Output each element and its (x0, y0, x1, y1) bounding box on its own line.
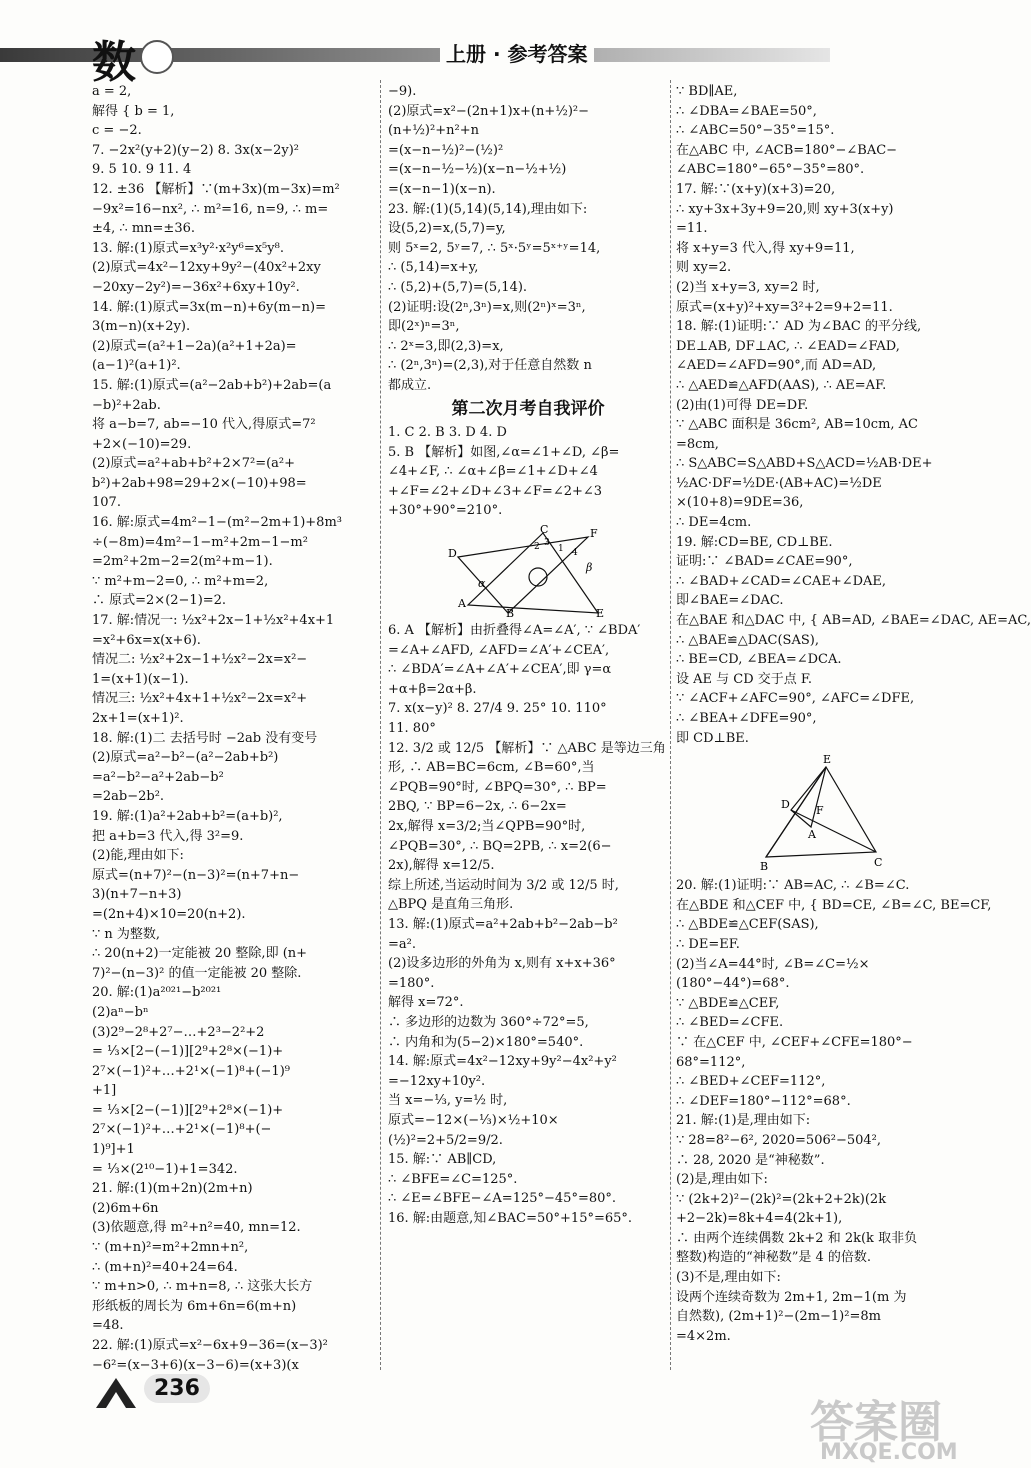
fig1-label-A: A (458, 597, 466, 611)
answer-line: ∴ 20(n+2)一定能被 20 整除,即 (n+ (92, 946, 308, 962)
answer-line: =11. (676, 221, 708, 237)
fig2-label-D: D (781, 798, 790, 812)
answer-line: 15. 解:∵ AB∥CD, (388, 1152, 497, 1168)
answer-line: (2)原式=x²−(2n+1)x+(n+½)²− (388, 103, 590, 119)
answer-line: ∴ △BDE≌△CEF(SAS), (676, 917, 819, 933)
answer-line: (2)原式=a²+ab+b²+2×7²=(a²+ (92, 456, 296, 472)
answer-column-3 (676, 82, 1031, 1346)
answer-line: ∴ ∠BEA+∠DFE=90°, (676, 711, 817, 726)
fig1-label-1: 1 (558, 544, 564, 555)
column-divider (670, 80, 671, 1370)
answer-line: 21. 解:(1)(m+2n)(2m+n) (92, 1181, 253, 1197)
answer-line: ∵ m+n>0, ∴ m+n=8, ∴ 这张大长方 (92, 1279, 313, 1295)
answer-line: (3)2⁹−2⁸+2⁷−…+2³−2²+2 (92, 1024, 265, 1040)
answer-line: = ⅓×(2¹⁰−1)+1=342. (92, 1161, 238, 1177)
answer-line: 设 AE 与 CD 交于点 F. (676, 671, 813, 687)
answer-line: ∴ 多边形的边数为 360°÷72°=5, (388, 1014, 589, 1030)
answer-line: ∵ (m+n)²=m²+2mn+n², (92, 1240, 249, 1256)
answer-line: 7)²−(n−3)² 的值一定能被 20 整除. (92, 965, 302, 981)
answer-line: ∴ ∠DEF=180°−112°=68°. (676, 1093, 851, 1109)
answer-line: 即∠BAE=∠DAC. (676, 593, 784, 609)
answer-line: 将 x+y=3 代入,得 xy+9=11, (676, 240, 855, 256)
congruence-figure (756, 752, 886, 872)
answer-line: ∠PQB=90°时, ∠BPQ=30°, ∴ BP= (388, 779, 607, 795)
fig1-label-E: E (596, 607, 605, 621)
answer-line: (2)证明:设(2ⁿ,3ⁿ)=x,则(2ⁿ)ˣ=3ⁿ, (388, 299, 586, 315)
answer-line: +2×(−10)=29. (92, 436, 192, 452)
answer-line: ∴ △AED≌△AFD(AAS), ∴ AE=AF. (676, 377, 887, 393)
fig1-label-3: 3 (544, 538, 550, 549)
answer-line: ∵ △ABC 面积是 36cm², AB=10cm, AC (676, 417, 919, 433)
answer-line: =(x−n−1)(x−n). (388, 181, 496, 197)
answer-line: (2)aⁿ−bⁿ (92, 1004, 149, 1020)
answer-line: 2x,解得 x=3/2;当∠QPB=90°时, (388, 819, 586, 834)
answer-line: ∴ BE=CD, ∠BEA=∠DCA. (676, 652, 842, 668)
answer-line: 2x),解得 x=12/5. (388, 858, 495, 874)
answer-line: 19. 解:(1)a²+2ab+b²=(a+b)², (92, 808, 283, 824)
fig1-label-2: 2 (534, 542, 540, 553)
answer-line: 原式=−12×(−⅓)×½+10× (388, 1112, 559, 1128)
answer-line: ∵ ∠ACF+∠AFC=90°, ∠AFC=∠DFE, (676, 691, 915, 707)
answer-line: (2)当∠A=44°时, ∠B=∠C=½× (676, 956, 870, 972)
answer-line: 即 CD⊥BE. (676, 730, 749, 746)
answer-line: 原式=(x+y)²+xy=3²+2=9+2=11. (676, 299, 893, 315)
answer-line: 12. ±36 【解析】∵(m+3x)(m−3x)=m² (92, 181, 340, 197)
answer-line: ∵ 在△CEF 中, ∠CEF+∠CFE=180°− (676, 1034, 913, 1050)
answer-line: 设(5,2)=x,(5,7)=y, (388, 221, 506, 237)
answer-line: 12. 3/2 或 12/5 【解析】∵ △ABC 是等边三角 (388, 740, 666, 756)
fig2-label-E: E (823, 753, 832, 767)
answer-line: ∵ m²+m−2=0, ∴ m²+m=2, (92, 573, 269, 589)
fig1-label-B: B (506, 607, 515, 621)
answer-line: 13. 解:(1)原式=x³y²·x²y⁶=x⁵y⁸. (92, 240, 284, 256)
answer-line: 22. 解:(1)原式=x²−6x+9−36=(x−3)² (92, 1338, 328, 1353)
answer-line: 5. B 【解析】如图,∠α=∠1+∠D, ∠β= (388, 444, 620, 460)
answer-line: 将 a−b=7, ab=−10 代入,得原式=7² (92, 417, 316, 433)
answer-line: 情况三: ½x²+4x+1+½x²−2x=x²+ (92, 691, 308, 707)
answer-line: 1=(x+1)(x−1). (92, 671, 189, 687)
watermark-url: MXQE.COM (820, 1440, 958, 1465)
answer-line: −b)²+2ab. (92, 397, 161, 413)
answer-line: 即(2ˣ)ⁿ=3ⁿ, (388, 319, 460, 335)
answer-line: 当 x=−⅓, y=½ 时, (388, 1093, 508, 1109)
answer-line: +∠F=∠2+∠D+∠3+∠F=∠2+∠3 (388, 483, 603, 499)
answer-line: 设两个连续奇数为 2m+1, 2m−1(m 为 (676, 1289, 907, 1305)
answer-line: c = −2. (92, 123, 142, 139)
answer-line: −20xy−2y²)=−36x²+6xy+10y². (92, 279, 300, 295)
answer-line: ∴ xy+3x+3y+9=20,则 xy+3(x+y) (676, 201, 894, 217)
answer-column-1 (92, 82, 374, 1375)
answer-line: △BPQ 是直角三角形. (388, 897, 514, 913)
answer-line: −6²=(x−3+6)(x−3−6)=(x+3)(x (92, 1357, 299, 1373)
answer-line: ∴ ∠BED+∠CEF=112°, (676, 1074, 826, 1090)
answer-line: 21. 解:(1)是,理由如下: (676, 1113, 811, 1129)
answer-line: 在△BAE 和△DAC 中, { AB=AD, ∠BAE=∠DAC, AE=AC, (676, 613, 1031, 629)
answer-line: 17. 解:∵(x+y)(x+3)=20, (676, 181, 836, 197)
answer-line: (2)原式=a²−b²−(a²−2ab+b²) (92, 750, 279, 766)
fig2-label-C: C (874, 856, 883, 870)
answer-line: (2)能,理由如下: (92, 848, 184, 864)
fig1-label-beta: β (586, 561, 593, 575)
fig1-label-F: F (590, 527, 598, 541)
answer-line: 18. 解:(1)二 去括号时 −2ab 没有变号 (92, 730, 318, 746)
answer-line: ∴ (5,14)=x+y, (388, 260, 479, 276)
answer-line: 综上所述,当运动时间为 3/2 或 12/5 时, (388, 877, 619, 893)
answer-line: 15. 解:(1)原式=(a²−2ab+b²)+2ab=(a (92, 377, 332, 393)
answer-line: 9. 5 10. 9 11. 4 (92, 162, 192, 178)
answer-line: 16. 解:原式=4m²−1−(m²−2m+1)+8m³ (92, 515, 342, 531)
answer-line: =a²−b²−a²+2ab−b² (92, 769, 224, 785)
answer-line: 把 a+b=3 代入,得 3²=9. (92, 828, 244, 844)
answer-line: 在△ABC 中, ∠ACB=180°−∠BAC− (676, 142, 898, 158)
answer-line: 107. (92, 495, 121, 511)
answer-line: ∴ (5,2)+(5,7)=(5,14). (388, 279, 528, 295)
answer-line: ∵ (2k+2)²−(2k)²=(2k+2+2k)(2k (676, 1191, 887, 1207)
answer-line: 形纸板的周长为 6m+6n=6(m+n) (92, 1298, 297, 1314)
triangle-figure (448, 523, 608, 621)
answer-line: ×(10+8)=9DE=36, (676, 495, 804, 511)
answer-line: ∵ 28=8²−6², 2020=506²−504², (676, 1132, 882, 1148)
answer-line: =8cm, (676, 436, 719, 452)
answer-line: 6. A 【解析】由折叠得∠A=∠A′, ∵ ∠BDA′ (388, 623, 641, 639)
answer-line: ∴ 28, 2020 是“神秘数”. (676, 1152, 825, 1168)
answer-line: ∴ 内角和为(5−2)×180°=540°. (388, 1034, 584, 1050)
answer-line: 则 5ˣ=2, 5ʸ=7, ∴ 5ˣ·5ʸ=5ˣ⁺ʸ=14, (388, 240, 601, 256)
answer-line: =48. (92, 1318, 124, 1334)
answer-column-2 (388, 82, 668, 1228)
answer-line: DE⊥AB, DF⊥AC, ∴ ∠EAD=∠FAD, (676, 338, 900, 354)
answer-line: (2)原式=(a²+1−2a)(a²+1+2a)= (92, 338, 297, 354)
answer-line: ∴ ∠E=∠BFE−∠A=125°−45°=80°. (388, 1191, 617, 1207)
fig1-label-D: D (448, 547, 457, 561)
fig1-label-alpha: α (478, 577, 486, 591)
answer-line: 解得 { b = 1, (92, 103, 175, 119)
fig2-label-F: F (816, 804, 824, 818)
answer-line: =2ab−2b². (92, 789, 165, 805)
answer-line: ∴ S△ABC=S△ABD+S△ACD=½AB·DE+ (676, 456, 933, 472)
answer-line: (a−1)²(a+1)². (92, 358, 181, 374)
answer-line: =4×2m. (676, 1328, 731, 1344)
answer-line: ∠PQB=30°, ∴ BQ=2PB, ∴ x=2(6− (388, 838, 612, 854)
fig2-label-B: B (760, 860, 769, 874)
answer-line: 20. 解:(1)a²⁰²¹−b²⁰²¹ (92, 985, 222, 1001)
column-divider (380, 80, 381, 1370)
answer-line: ∴ ∠BFE=∠C=125°. (388, 1171, 518, 1187)
answer-line: 原式=(n+7)²−(n−3)²=(n+7+n− (92, 867, 300, 883)
answer-line: 1. C 2. B 3. D 4. D (388, 425, 507, 441)
answer-line: +1] (92, 1083, 117, 1099)
subject-badge-icon (140, 40, 174, 74)
page-header (0, 0, 1000, 90)
answer-line: 2BQ, ∵ BP=6−2x, ∴ 6−2x= (388, 799, 567, 815)
answer-line: ∵ BD∥AE, (676, 84, 738, 99)
answer-line: 68°=112°, (676, 1054, 746, 1070)
answer-line: ∠ABC=180°−65°−35°=80°. (676, 162, 865, 178)
answer-line: ∴ 由两个连续偶数 2k+2 和 2k(k 取非负 (676, 1230, 918, 1246)
answer-line: 形, ∴ AB=BC=6cm, ∠B=60°,当 (388, 760, 595, 776)
answer-line: (2)6m+6n (92, 1200, 159, 1216)
answer-line: (2)设多边形的外角为 x,则有 x+x+36° (388, 956, 616, 972)
answer-line: 14. 解:原式=4x²−12xy+9y²−4x²+y² (388, 1054, 617, 1070)
answer-line: = ⅓×[2−(−1)][2⁹+2⁸×(−1)+ (92, 1102, 284, 1118)
answer-line: (n+½)²+n²+n (388, 123, 479, 139)
answer-line: −9). (388, 84, 417, 99)
answer-line: 情况二: ½x²+2x−1+½x²−2x=x²− (92, 652, 308, 668)
answer-line: (3)依题意,得 m²+n²=40, mn=12. (92, 1220, 301, 1236)
answer-line: 自然数), (2m+1)²−(2m−1)²=8m (676, 1309, 881, 1325)
fig1-label-C: C (540, 523, 549, 537)
answer-line: 7. −2x²(y+2)(y−2) 8. 3x(x−2y)² (92, 142, 300, 158)
answer-line: 则 xy=2. (676, 260, 732, 276)
watermark-text: 答案圈 (810, 1397, 942, 1448)
answer-line: =∠A+∠AFD, ∠AFD=∠A′+∠CEA′, (388, 642, 610, 658)
answer-line: 2x+1=(x+1)². (92, 711, 184, 726)
answer-line: 2⁷×(−1)²+…+2¹×(−1)⁸+(−1)⁹ (92, 1063, 290, 1079)
answer-line: = ⅓×[2−(−1)][2⁹+2⁸×(−1)+ (92, 1044, 284, 1060)
answer-line: ∴ ∠BDA′=∠A+∠A′+∠CEA′,即 γ=α (388, 662, 612, 678)
answer-line: (180°−44°)=68°. (676, 976, 790, 992)
answer-line: 解得 x=72°. (388, 995, 464, 1011)
answer-line: ∴ △BAE≌△DAC(SAS), (676, 632, 819, 648)
answer-line: =(x−n−½−½)(x−n−½+½) (388, 162, 567, 178)
answer-line: (2)由(1)可得 DE=DF. (676, 397, 809, 413)
publisher-logo-icon (92, 1374, 142, 1412)
answer-line: ∠4+∠F, ∴ ∠α+∠β=∠1+∠D+∠4 (388, 464, 598, 480)
answer-line: a = 2, (92, 84, 132, 99)
answer-line: (½)²=2+5/2=9/2. (388, 1132, 503, 1148)
answer-line: 1)⁹]+1 (92, 1142, 135, 1158)
answer-line: +α+β=2α+β. (388, 681, 477, 697)
answer-line: 16. 解:由题意,知∠BAC=50°+15°=65°. (388, 1210, 633, 1226)
answer-line: ½AC·DF=½DE·(AB+AC)=½DE (676, 475, 882, 491)
answer-line: ∴ ∠BAD+∠CAD=∠CAE+∠DAE, (676, 573, 887, 589)
answer-line: ÷(−8m)=4m²−1−m²+2m−1−m² (92, 534, 308, 550)
answer-line: 整数)构造的“神秘数”是 4 的倍数. (676, 1250, 872, 1266)
answer-line: 18. 解:(1)证明:∵ AD 为∠BAC 的平分线, (676, 319, 922, 335)
answer-line: (3)不是,理由如下: (676, 1270, 781, 1286)
answer-line: =2m²+2m−2=2(m²+m−1). (92, 554, 273, 570)
answer-line: ∵ △BDE≌△CEF, (676, 995, 780, 1011)
answer-line: ∴ DE=EF. (676, 936, 740, 952)
answer-line: 11. 80° (388, 721, 436, 737)
answer-line: =(x−n−½)²−(½)² (388, 142, 504, 158)
answer-line: 20. 解:(1)证明:∵ AB=AC, ∴ ∠B=∠C. (676, 878, 910, 894)
answer-line: 14. 解:(1)原式=3x(m−n)+6y(m−n)= (92, 299, 326, 315)
answer-line: 23. 解:(1)(5,14)(5,14),理由如下: (388, 201, 588, 217)
answer-line: 在△BDE 和△CEF 中, { BD=CE, ∠B=∠C, BE=CF, (676, 897, 992, 913)
answer-line: (2)当 x+y=3, xy=2 时, (676, 279, 820, 295)
answer-line: ∴ ∠ABC=50°−35°=15°. (676, 123, 835, 139)
page-number: 236 (144, 1374, 210, 1403)
answer-line: 都成立. (388, 377, 432, 393)
answer-line: ∵ n 为整数, (92, 926, 161, 942)
answer-line: ∴ ∠DBA=∠BAE=50°, (676, 103, 817, 119)
answer-line: ∴ (m+n)²=40+24=64. (92, 1259, 238, 1275)
answer-line: ∴ ∠BED=∠CFE. (676, 1015, 784, 1031)
fig1-label-4: 4 (572, 548, 578, 559)
subject-logo: 数 (92, 37, 136, 88)
answer-line: ∴ DE=4cm. (676, 515, 752, 531)
answer-line: −9x²=16−nx², ∴ m²=16, n=9, ∴ m= (92, 201, 329, 217)
answer-line: =−12xy+10y². (388, 1073, 486, 1089)
answer-line: 17. 解:情况一: ½x²+2x−1+½x²+4x+1 (92, 613, 335, 629)
answer-line: +2−2k)=8k+4=4(2k+1), (676, 1211, 843, 1227)
answer-line: ∠AED=∠AFD=90°,而 AD=AD, (676, 358, 877, 374)
answer-line: 证明:∵ ∠BAD=∠CAE=90°, (676, 554, 853, 570)
answer-line: 2⁷×(−1)²+…+2¹×(−1)⁸+(− (92, 1122, 272, 1138)
answer-line: 3)(n+7−n+3) (92, 887, 182, 903)
answer-line: 3(m−n)(x+2y). (92, 319, 191, 335)
header-title: 上册 · 参考答案 (440, 38, 594, 67)
answer-line: =180°. (388, 975, 435, 991)
answer-line: ∴ (2ⁿ,3ⁿ)=(2,3),对于任意自然数 n (388, 358, 592, 374)
answer-line: ±4, ∴ mn=±36. (92, 221, 195, 237)
answer-line: (2)原式=4x²−12xy+9y²−(40x²+2xy (92, 260, 321, 276)
answer-line: +30°+90°=210°. (388, 503, 503, 519)
answer-line: ∴ 原式=2×(2−1)=2. (92, 593, 227, 609)
fig2-label-A: A (808, 828, 816, 842)
answer-line: =(2n+4)×10=20(n+2). (92, 906, 246, 922)
answer-line: =a². (388, 936, 416, 952)
answer-line: (2)是,理由如下: (676, 1172, 768, 1188)
section-title: 第二次月考自我评价 (451, 398, 605, 419)
answer-line: =x²+6x=x(x+6). (92, 632, 201, 648)
answer-line: 7. x(x−y)² 8. 27/4 9. 25° 10. 110° (388, 701, 607, 717)
answer-line: 13. 解:(1)原式=a²+2ab+b²−2ab−b² (388, 916, 618, 932)
answer-line: b²)+2ab+98=29+2×(−10)+98= (92, 475, 307, 491)
answer-line: ∴ 2ˣ=3,即(2,3)=x, (388, 338, 504, 354)
answer-line: 19. 解:CD=BE, CD⊥BE. (676, 534, 833, 550)
